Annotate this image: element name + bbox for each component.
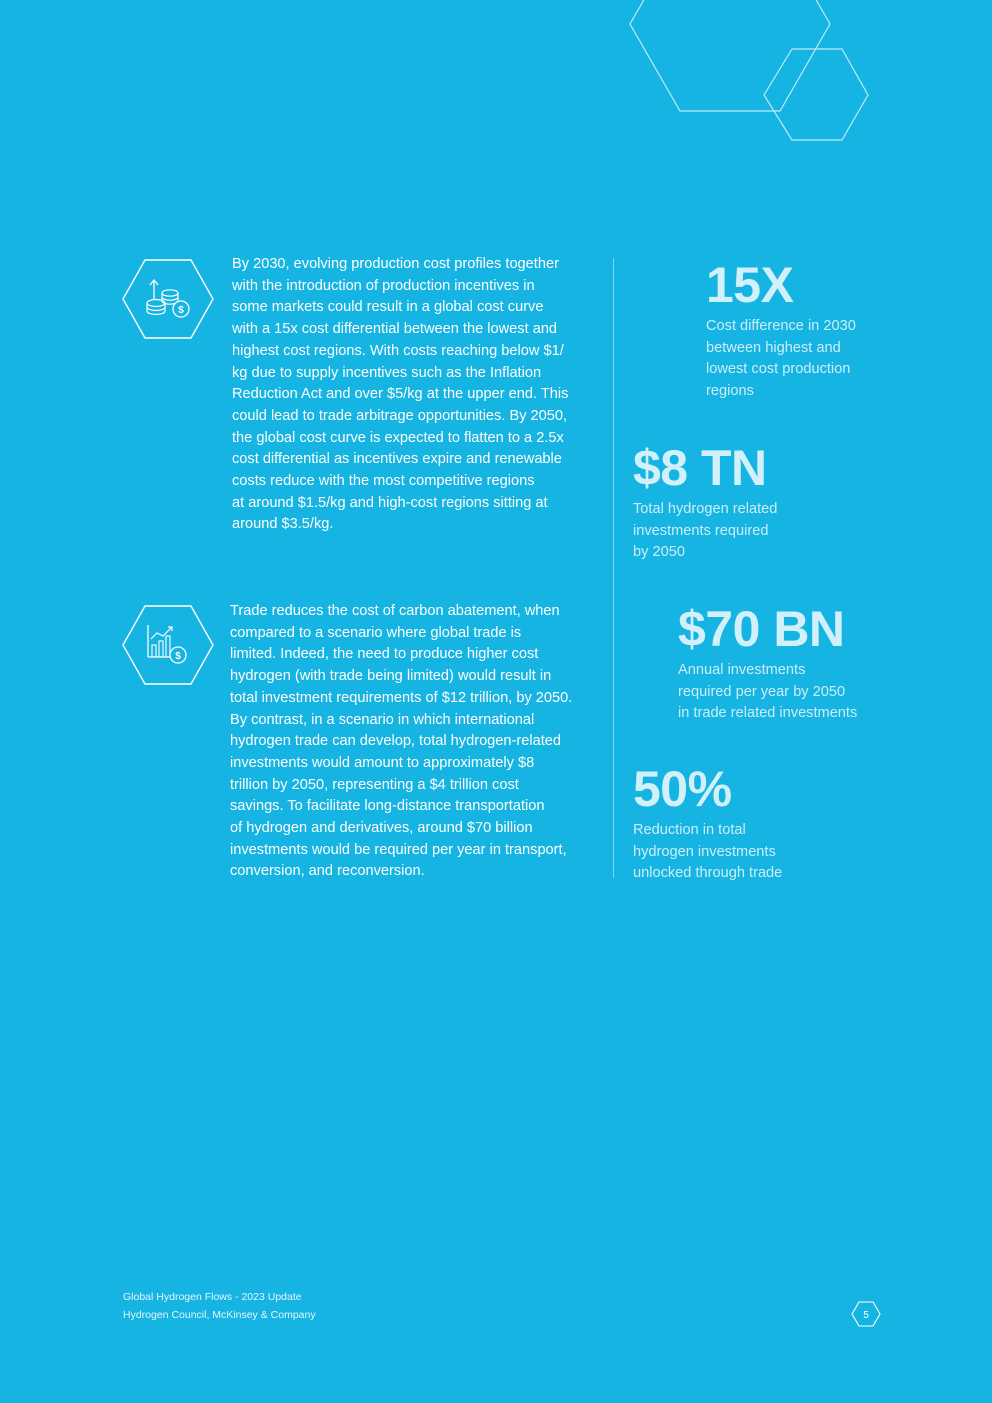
svg-text:$: $ xyxy=(175,651,181,662)
stat-value: 50% xyxy=(633,761,732,817)
stat-description: Total hydrogen related investments required by 2050 xyxy=(633,501,778,561)
stat-description: Cost difference in 2030 between highest and lowest cost production regions xyxy=(706,318,856,400)
svg-text:$: $ xyxy=(178,305,184,316)
stat-value: $8 TN xyxy=(633,440,767,496)
page-number: 5 xyxy=(863,1310,869,1321)
stat-description: Annual investments required per year by 2050 in trade related investments xyxy=(678,662,858,722)
footer xyxy=(123,1288,316,1324)
page-number-badge xyxy=(851,1301,881,1327)
investment-chart-icon xyxy=(122,605,214,685)
footer-report-title: Global Hydrogen Flows - 2023 Update xyxy=(123,1291,302,1303)
column-divider xyxy=(613,258,614,878)
footer-authors: Hydrogen Council, McKinsey & Company xyxy=(123,1309,316,1321)
stat-50-percent xyxy=(633,761,783,885)
stat-value: 15X xyxy=(706,257,794,313)
coins-growth-icon xyxy=(122,259,214,339)
stat-8tn xyxy=(633,440,778,564)
section-1-paragraph: By 2030, evolving production cost profiles together with the introduction of production incentives in some markets could result in a global cost curve with a 15x cost differential between the lowest and highest cost regions. With costs reaching below $1/ kg due to supply incentives such as the Inflation Reduction Act and over $5/kg at the upper end. This could lead to trade arbitrage opportunities. By 2050, the global cost curve is expected to flatten to a 2.5x cost differential as incentives expire and renewable costs reduce with the most competitive regions at around $1.5/kg and high-cost regions sitting at around $3.5/kg. xyxy=(232,256,569,533)
stat-15x xyxy=(706,257,856,403)
stat-70bn xyxy=(678,601,858,725)
section-2-paragraph: Trade reduces the cost of carbon abatement, when compared to a scenario where global trade is limited. Indeed, the need to produce higher cost hydrogen (with trade being limited) would result in total investment requirements of $12 trillion, by 2050. By contrast, in a scenario in which international hydrogen trade can develop, total hydrogen-related investments would amount to approximately $8 trillion by 2050, representing a $4 trillion cost savings. To facilitate long-distance transportation of hydrogen and derivatives, around $70 billion investments would be required per year in transport, conversion, and reconversion. xyxy=(230,603,573,880)
decorative-hexagons xyxy=(620,0,880,150)
stat-value: $70 BN xyxy=(678,601,845,657)
stat-description: Reduction in total hydrogen investments unlocked through trade xyxy=(633,822,783,882)
